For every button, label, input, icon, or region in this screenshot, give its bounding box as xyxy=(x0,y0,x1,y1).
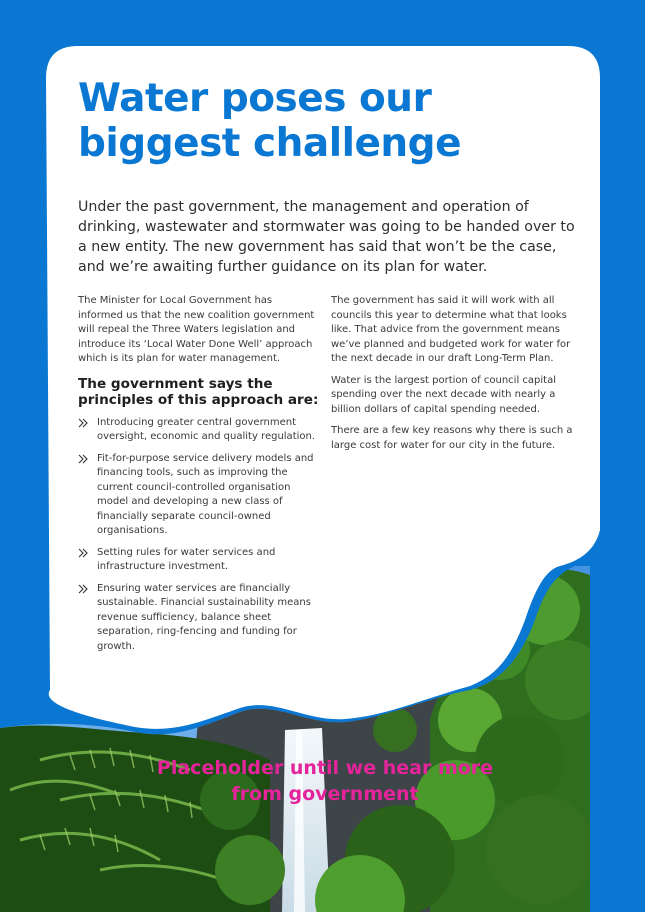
placeholder-note: Placeholder until we hear more from government xyxy=(156,757,494,805)
right-paragraph: There are a few key reasons why there is such a large cost for water for our city in the future. xyxy=(331,425,573,451)
principles-subheading: The government says the principles of this approach are: xyxy=(78,375,319,408)
principles-list xyxy=(78,416,320,655)
right-column xyxy=(331,294,575,460)
list-item-text: Ensuring water services are financially sustainable. Financial sustainability means revenue sufficiency, balance sheet separation, ring-fencing and funding for growth. xyxy=(97,582,311,652)
list-item xyxy=(78,582,320,655)
list-item-text: Fit-for-purpose service delivery models and financing tools, such as improving the current council-controlled organisation model and developing a new class of financially separate council-owned organisations. xyxy=(97,452,314,536)
list-item xyxy=(78,416,320,445)
left-intro-paragraph: The Minister for Local Government has informed us that the new coalition government will repeal the Three Waters legislation and introduce its ‘Local Water Done Well’ approach which is its plan for water management. xyxy=(78,295,315,364)
double-chevron-icon xyxy=(78,548,88,558)
list-item-text: Introducing greater central government oversight, economic and quality regulation. xyxy=(97,416,316,442)
list-item-text: Setting rules for water services and infrastructure investment. xyxy=(97,546,276,572)
double-chevron-icon xyxy=(78,418,88,428)
left-column xyxy=(78,294,320,661)
right-paragraph: The government has said it will work with all councils this year to determine what that looks like. That advice from the government means we’ve planned and budgeted work for water for the next decade in our draft Long-Term Plan. xyxy=(331,295,571,364)
double-chevron-icon xyxy=(78,454,88,464)
list-item xyxy=(78,546,320,575)
right-paragraph: Water is the largest portion of council capital spending over the next decade with nearly a billion dollars of capital spending needed. xyxy=(331,374,556,415)
double-chevron-icon xyxy=(78,584,88,594)
page-title: Water poses our biggest challenge xyxy=(78,76,462,166)
list-item xyxy=(78,452,320,539)
lead-paragraph: Under the past government, the management and operation of drinking, wastewater and stormwater was going to be handed over to a new entity. The new government has said that won’t be the case, and we’re awaiting further guidance on its plan for water. xyxy=(78,199,575,275)
